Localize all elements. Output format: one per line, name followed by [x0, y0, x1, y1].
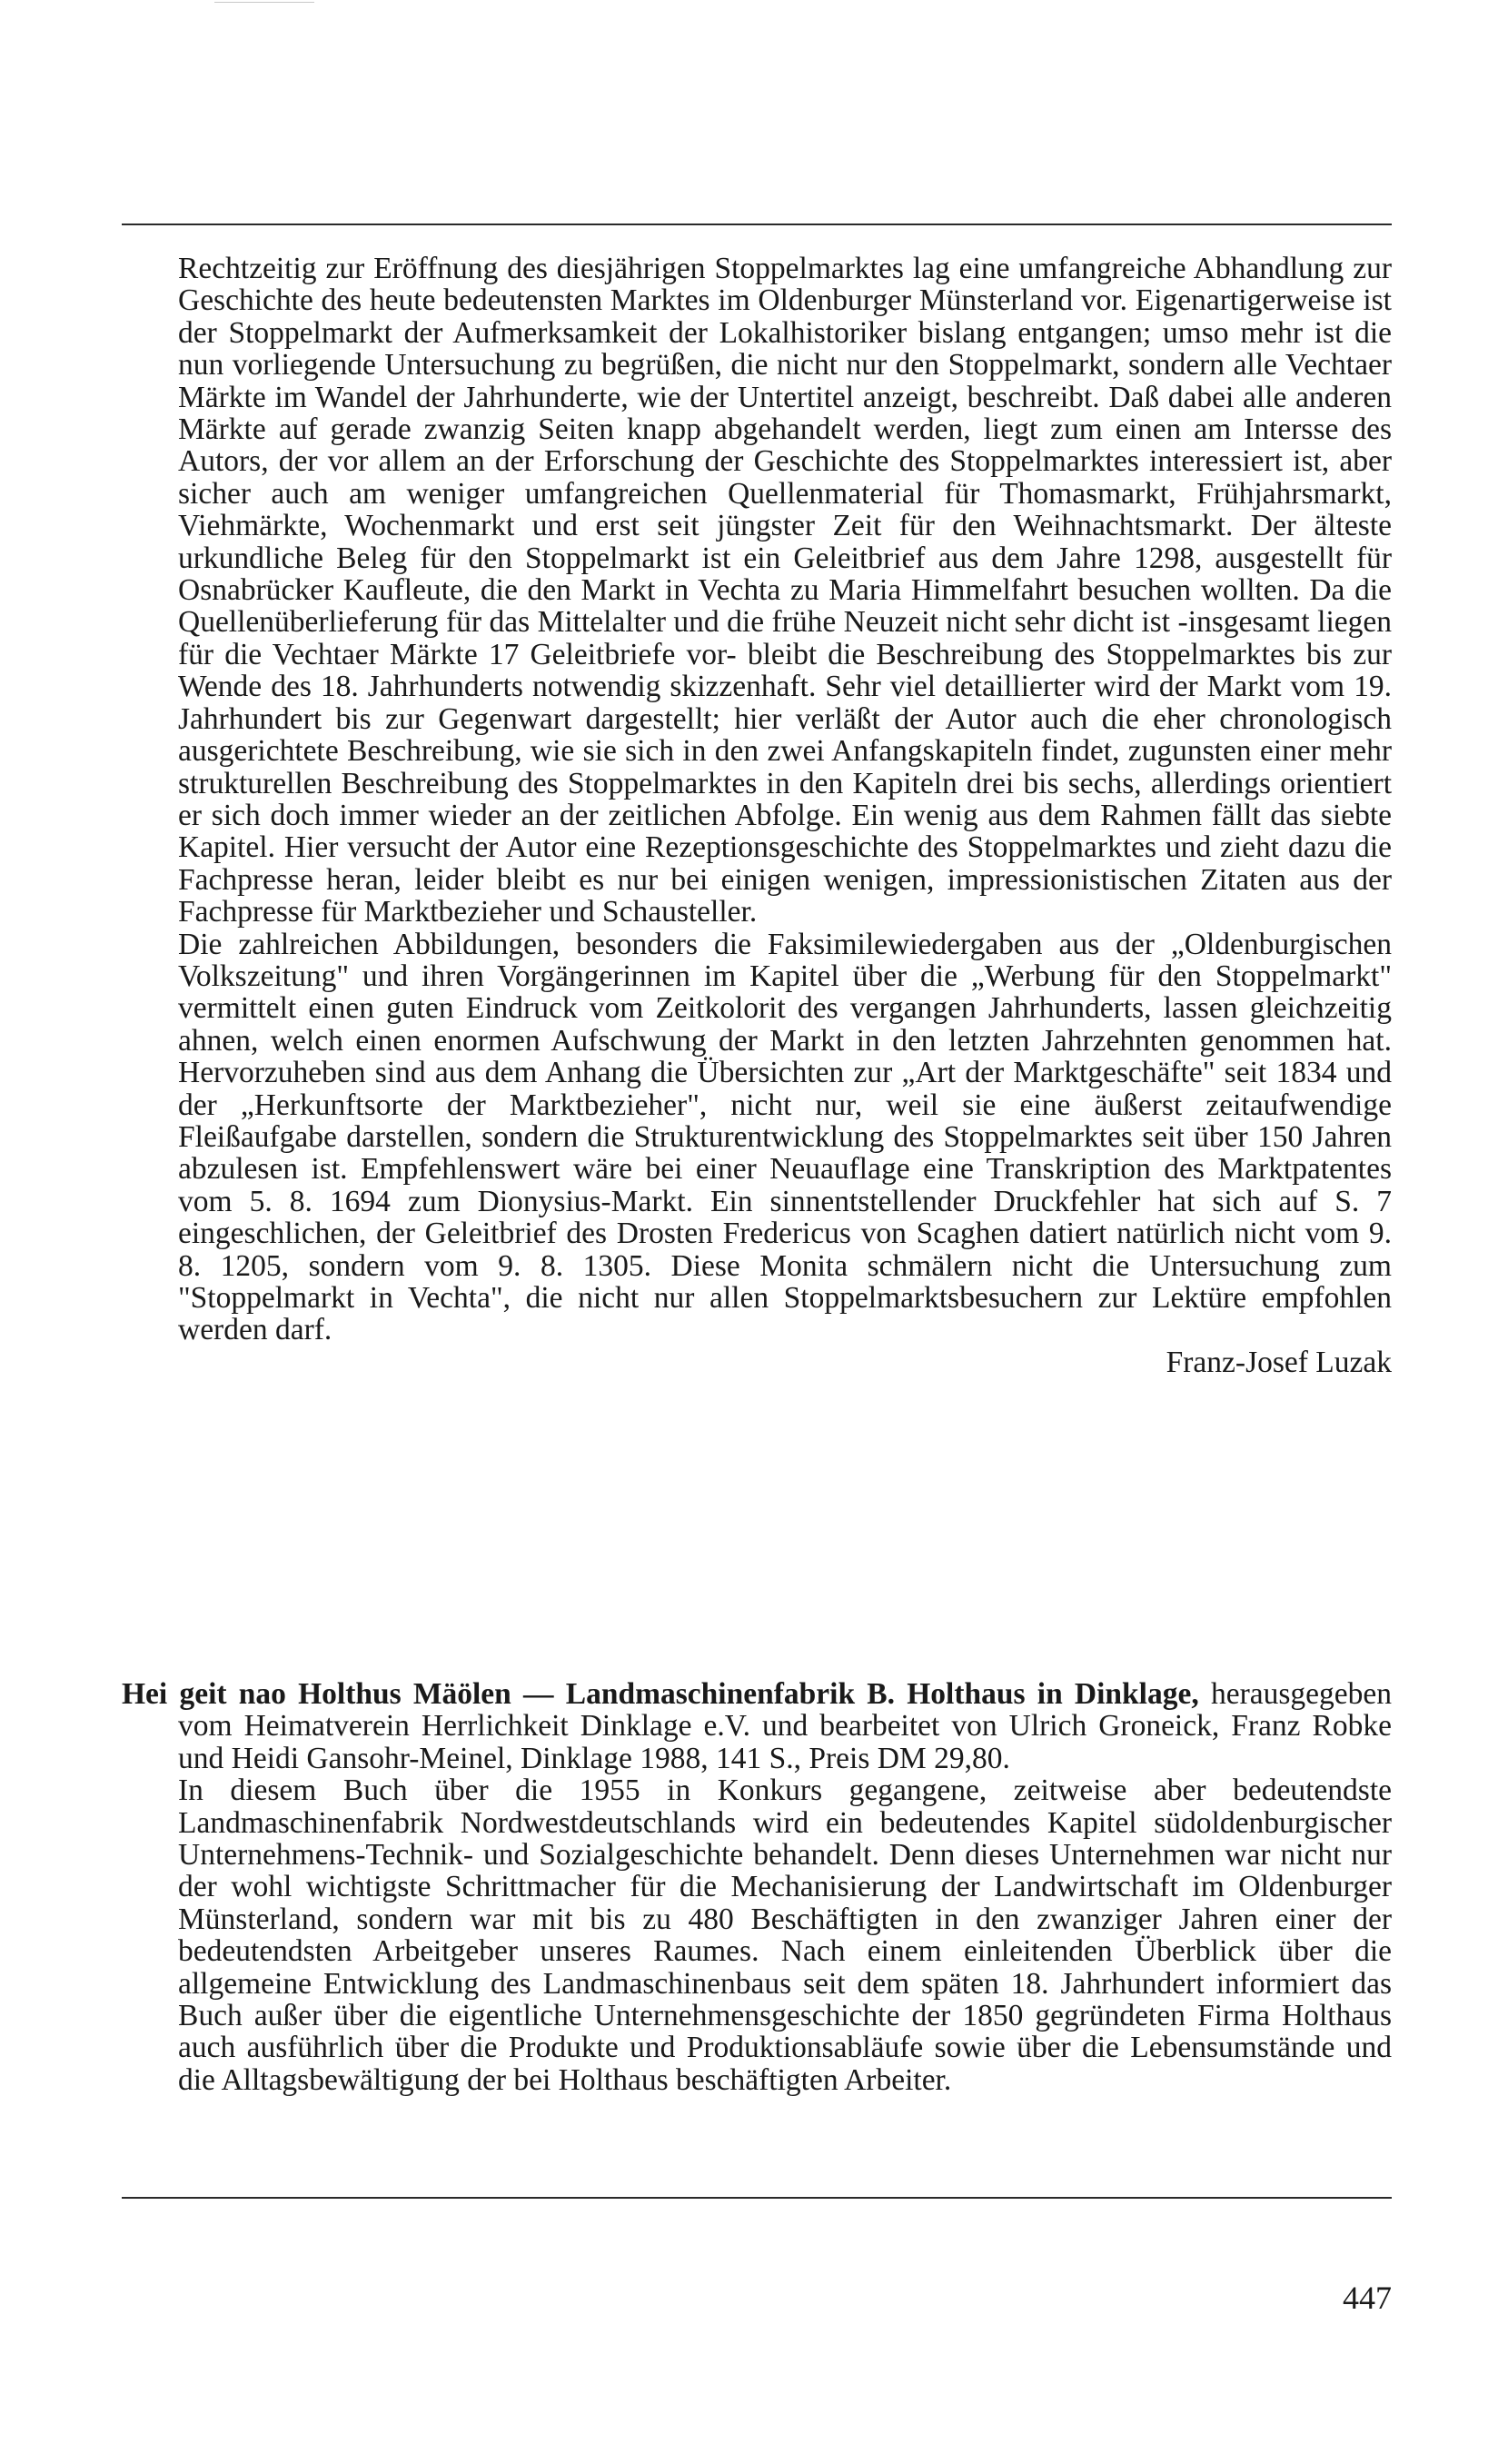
book-title: Hei geit nao Holthus Mäölen — Landmaschinenfabrik B. Holthaus in Dinklage, [122, 1677, 1199, 1711]
review-holthaus [122, 1678, 1392, 2096]
book-citation [122, 1678, 1392, 1774]
review-luzak [178, 253, 1392, 1378]
review-paragraph-2: Die zahlreichen Abbildungen, besonders die Faksimilewiedergaben aus der „Oldenburgischen Volkszeitung" und ihren Vorgängerinnen im Kapitel über die „Werbung für den Stoppelmarkt" vermittelt einen guten Eindruck vom Zeitkolorit des vergangen Jahrhunderts, lassen gleichzeitig ahnen, welch einen enormen Aufschwung der Markt in den letzten Jahrzehnten genommen hat. Hervorzuheben sind aus dem Anhang die Übersichten zur „Art der Marktgeschäfte" seit 1834 und der „Herkunftsorte der Marktbezieher", nicht nur, weil sie eine äußerst zeitaufwendige Fleißaufgabe darstellen, sondern die Strukturentwicklung des Stoppelmarktes seit über 150 Jahren abzulesen ist. Empfehlenswert wäre bei einer Neuauflage eine Transkription des Marktpatentes vom 5. 8. 1694 zum Dionysius-Markt. Ein sinnentstellender Druckfehler hat sich auf S. 7 eingeschlichen, der Geleitbrief des Drosten Fredericus von Scaghen datiert natürlich nicht vom 9. 8. 1205, sondern vom 9. 8. 1305. Diese Monita schmälern nicht die Untersuchung zum "Stoppelmarkt in Vechta", die nicht nur allen Stoppelmarktsbesuchern zur Lektüre empfohlen werden darf. [178, 927, 1392, 1347]
review-signature: Franz-Josef Luzak [1166, 1345, 1392, 1379]
page-number: 447 [1343, 2280, 1392, 2316]
top-rule [122, 224, 1392, 225]
review-paragraph-1: Rechtzeitig zur Eröffnung des diesjährigen Stoppelmarktes lag eine umfangreiche Abhandlung zur Geschichte des heute bedeutensten Marktes im Oldenburger Münsterland vor. Eigenartigerweise ist der Stoppelmarkt der Aufmerksamkeit der Lokalhistoriker bislang entgangen; umso mehr ist die nun vorliegende Untersuchung zu begrüßen, die nicht nur den Stoppelmarkt, sondern alle Vechtaer Märkte im Wandel der Jahrhunderte, wie der Untertitel anzeigt, beschreibt. Daß dabei alle anderen Märkte auf gerade zwanzig Seiten knapp abgehandelt werden, liegt zum einen am Intersse des Autors, der vor allem an der Erforschung der Geschichte des Stoppelmarktes interessiert ist, aber sicher auch am weniger umfangreichen Quellenmaterial für Thomasmarkt, Frühjahrsmarkt, Viehmärkte, Wochenmarkt und erst seit jüngster Zeit für den Weihnachtsmarkt. Der älteste urkundliche Beleg für den Stoppelmarkt ist ein Geleitbrief aus dem Jahre 1298, ausgestellt für Osnabrücker Kaufleute, die den Markt in Vechta zu Maria Himmelfahrt besuchen wollten. Da die Quellenüberlieferung für das Mittelalter und die frühe Neuzeit nicht sehr dicht ist -insgesamt liegen für die Vechtaer Märkte 17 Geleitbriefe vor- bleibt die Beschreibung des Stoppelmarktes bis zur Wende des 18. Jahrhunderts notwendig skizzenhaft. Sehr viel detaillierter wird der Markt vom 19. Jahrhundert bis zur Gegenwart dargestellt; hier verläßt der Autor auch die eher chronologisch ausgerichtete Beschreibung, wie sie sich in den zwei Anfangskapiteln findet, zugunsten einer mehr strukturellen Beschreibung des Stoppelmarktes in den Kapiteln drei bis sechs, allerdings orientiert er sich doch immer wieder an der zeitlichen Abfolge. Ein wenig aus dem Rahmen fällt das siebte Kapitel. Hier versucht der Autor eine Rezeptionsgeschichte des Stoppelmarktes und zieht dazu die Fachpresse heran, leider bleibt es nur bei einigen wenigen, impressionistischen Zitaten aus der Fachpresse für Marktbezieher und Schausteller. [178, 252, 1392, 929]
book-publication-details: herausgegeben vom Heimatverein Herrlichkeit Dinklage e.V. und bearbeitet von Ulrich Groneick, Franz Robke und Heidi Gansohr-Meinel, Dinklage 1988, 141 S., Preis DM 29,80. [178, 1677, 1392, 1775]
scan-artifact-line [214, 2, 314, 3]
bottom-rule [122, 2197, 1392, 2199]
review-body: In diesem Buch über die 1955 in Konkurs gegangene, zeitweise aber bedeutendste Landmaschinenfabrik Nordwestdeutschlands wird ein bedeutendes Kapitel südoldenburgischer Unternehmens-Technik- und Sozialgeschichte behandelt. Denn dieses Unternehmen war nicht nur der wohl wichtigste Schrittmacher für die Mechanisierung der Landwirtschaft im Oldenburger Münsterland, sondern war mit bis zu 480 Beschäftigten in den zwanziger Jahren einer der bedeutendsten Arbeitgeber unseres Raumes. Nach einem einleitenden Überblick über die allgemeine Entwicklung des Landmaschinenbaus seit dem späten 18. Jahrhundert informiert das Buch außer über die eigentliche Unternehmensgeschichte der 1850 gegründeten Firma Holthaus auch ausführlich über die Produkte und Produktionsabläufe sowie über die Lebensumstände und die Alltagsbewältigung der bei Holthaus beschäftigten Arbeiter. [178, 1773, 1392, 2097]
